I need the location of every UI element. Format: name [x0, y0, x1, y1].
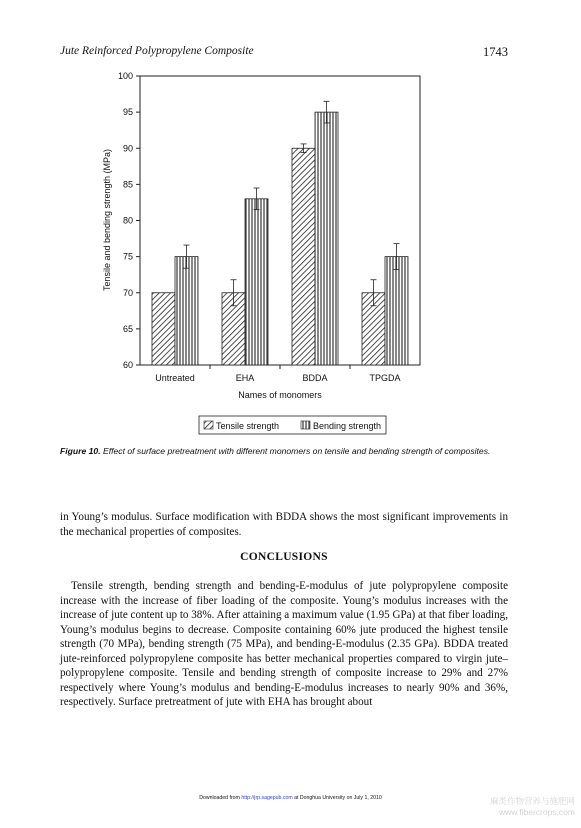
bar-chart	[95, 68, 425, 443]
running-header	[60, 45, 508, 61]
x-tick-label: EHA	[235, 373, 255, 383]
legend	[199, 416, 386, 434]
bar-bending-strength	[245, 199, 268, 365]
footer-prefix: Downloaded from	[199, 795, 242, 801]
running-title: Jute Reinforced Polypropylene Composite	[60, 45, 254, 57]
bar-bending-strength	[175, 257, 198, 365]
y-tick-label: 60	[122, 360, 133, 370]
legend-swatch-tensile	[204, 421, 213, 429]
figure-caption	[60, 446, 512, 457]
legend-label-tensile: Tensile strength	[216, 421, 280, 431]
legend-label-bending: Bending strength	[313, 421, 382, 431]
x-tick-label: Untreated	[155, 373, 195, 383]
legend-swatch-bending	[301, 421, 310, 429]
y-tick-label: 95	[122, 107, 133, 118]
figure-caption-text: Effect of surface pretreatment with different monomers on tensile and bending strength of composites.	[102, 446, 491, 456]
y-tick-label: 90	[122, 143, 133, 154]
footer-suffix: at Donghua University on July 1, 2010	[292, 795, 382, 801]
y-axis	[118, 71, 140, 370]
y-tick-label: 85	[122, 179, 133, 190]
footer-link[interactable]: http://jrp.sagepub.com	[241, 795, 293, 801]
y-tick-label: 75	[122, 251, 133, 262]
watermark-line-1: 麻类作物营养与施肥网	[489, 796, 575, 806]
y-axis-label: Tensile and bending strength (MPa)	[102, 148, 112, 292]
body-paragraph-2: Tensile strength, bending strength and bending-E-modulus of jute polypropylene composite increase with the increase of fiber loading of the composite. Young’s modulus increases with the increase of jute content up to 38%. After attaining a maximum value (1.95 GPa) at that fiber loading, Young’s modulus begins to decrease. Composite containing 60% jute produced the highest tensile strength (70 MPa), bending strength (75 MPa), and bending-E-modulus (2.35 GPa). BDDA treated jute-reinforced polypropylene composite has better mechanical properties compared to virgin jute–polypropylene composite. Tensile and bending strength of composite increase to 29% and 27% respectively where Young’s modulus and bending-E-modulus increases to nearly 90% and 36%, respectively. Surface pretreatment of jute with EHA has brought about	[60, 580, 508, 708]
x-tick-label: BDDA	[302, 373, 328, 383]
page-number: 1743	[483, 45, 508, 59]
bar-tensile-strength	[292, 148, 315, 365]
x-axis-label: Names of monomers	[238, 390, 322, 400]
y-tick-label: 80	[122, 215, 133, 226]
bar-bending-strength	[315, 112, 338, 365]
body-paragraph-1: in Young’s modulus. Surface modification with BDDA shows the most significant improvements in the mechanical properties of composites.	[60, 511, 508, 538]
y-tick-label: 70	[122, 287, 133, 298]
y-tick-label: 65	[122, 323, 133, 334]
section-heading-conclusions: CONCLUSIONS	[240, 551, 328, 563]
bar-bending-strength	[385, 257, 408, 365]
watermark	[490, 796, 575, 818]
y-tick-label: 100	[117, 71, 133, 81]
figure-label: Figure 10.	[60, 446, 101, 456]
x-tick-label: TPGDA	[369, 373, 401, 383]
bar-tensile-strength	[152, 293, 175, 365]
x-axis	[155, 365, 400, 383]
watermark-line-2: www.fibercrops.com	[498, 807, 575, 817]
bars	[152, 101, 408, 365]
